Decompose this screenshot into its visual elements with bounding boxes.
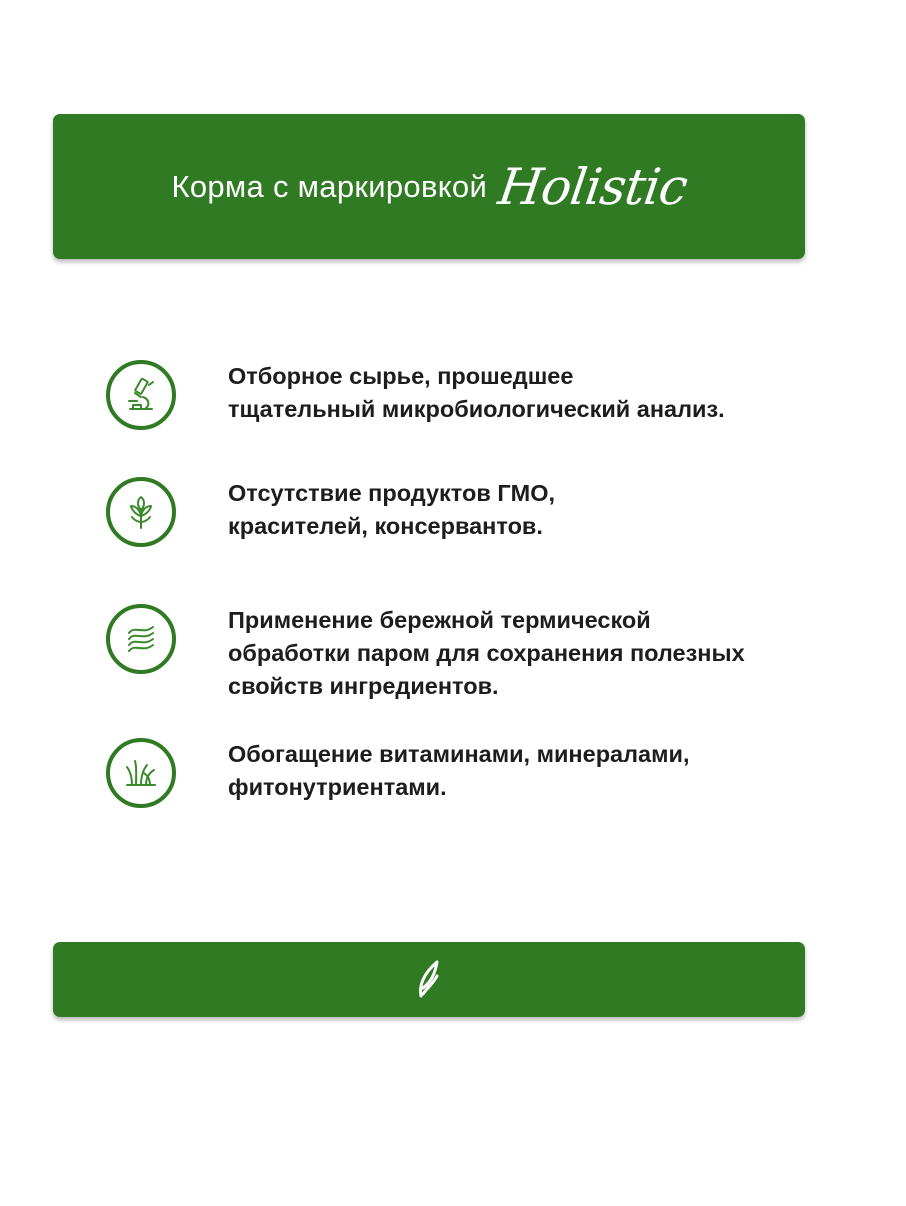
feature-line: Обогащение витаминами, минералами, xyxy=(228,741,690,767)
feature-line: обработки паром для сохранения полезных xyxy=(228,640,745,666)
feature-text xyxy=(228,477,808,543)
feature-line: свойств ингредиентов. xyxy=(228,673,499,699)
sprout-icon xyxy=(106,477,176,547)
header-title-text: Корма с маркировкой xyxy=(171,168,488,204)
feature-text xyxy=(228,738,808,804)
feature-line: Применение бережной термической xyxy=(228,607,651,633)
feature-line: тщательный микробиологический анализ. xyxy=(228,396,725,422)
feature-text xyxy=(228,604,808,703)
microscope-icon xyxy=(106,360,176,430)
grass-icon xyxy=(106,738,176,808)
feature-line: фитонутриентами. xyxy=(228,774,447,800)
feature-line: Отсутствие продуктов ГМО, xyxy=(228,480,556,506)
feature-item xyxy=(106,738,808,808)
footer-banner xyxy=(53,942,805,1017)
header-banner xyxy=(53,114,805,259)
feature-item xyxy=(106,360,808,430)
feature-line: Отборное сырье, прошедшее xyxy=(228,363,574,389)
leaf-logo-icon xyxy=(412,954,446,1005)
feature-text xyxy=(228,360,808,426)
header-title xyxy=(53,114,805,259)
feature-item xyxy=(106,477,808,547)
feature-line: красителей, консервантов. xyxy=(228,513,543,539)
steam-icon xyxy=(106,604,176,674)
feature-item xyxy=(106,604,808,703)
header-script-word: Holistic xyxy=(495,157,691,216)
